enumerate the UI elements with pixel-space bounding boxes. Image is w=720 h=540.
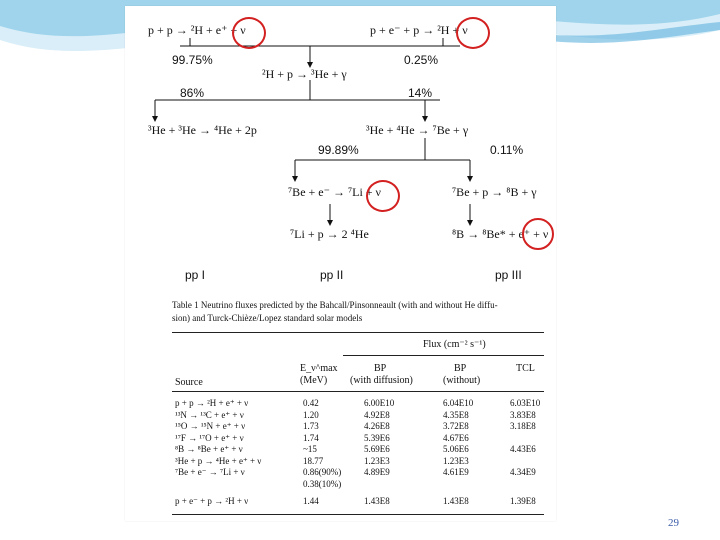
table-cell-bp2: 5.06E6 [443,444,469,454]
col-bp-without-sub: (without) [443,375,481,386]
table-cell-emax: 0.38(10%) [303,478,342,489]
neutrino-highlight-circle [522,218,554,250]
table-cell-bp1: 1.43E8 [364,496,390,506]
table-cell-emax: ~15 [303,444,317,454]
table-row [172,410,544,421]
table-cell-source: ³He + p → ⁴He + e⁺ + ν [175,455,262,466]
table-caption-line2: sion) and Turck-Chièze/Lopez standard solar models [172,313,363,323]
table-cell-emax: 1.74 [303,432,319,443]
branch-pct-9975: 99.75% [172,53,213,67]
branch-pct-025: 0.25% [404,53,439,67]
table-cell-bp1: 1.23E3 [364,455,390,466]
branch-pct-14: 14% [408,86,433,100]
neutrino-highlight-circle [456,17,490,49]
table-cell-bp1: 4.92E8 [364,409,390,420]
table-cell-bp2: 1.23E3 [443,455,469,466]
reaction-b8-decay: ⁸B → ⁸Be* + e⁺ + ν [452,227,549,241]
table-cell-bp2: 4.61E9 [443,467,469,477]
table-row [172,433,544,444]
table-cell-emax: 1.44 [303,496,319,506]
table-cell-bp1: 5.39E6 [364,432,390,443]
table-row [172,479,544,490]
table-cell-emax: 1.73 [303,421,319,431]
reaction-he3-he3: ³He + ³He → ⁴He + 2p [148,123,257,137]
table-rule-flux [343,355,544,356]
table-cell-source: ¹³N → ¹³C + e⁺ + ν [175,409,244,420]
col-emax: E_ν^max [300,363,338,374]
table-rule-bottom [172,514,544,515]
neutrino-highlight-circle [232,17,266,49]
table-cell-tcl: 3.83E8 [510,409,536,420]
table-cell-source: p + e⁻ + p → ²H + ν [175,496,249,506]
table-cell-source: p + p → ²H + e⁺ + ν [175,398,249,408]
label-ppII: pp II [320,268,344,282]
table-cell-emax: 0.86(90%) [303,467,342,477]
table-row [172,444,544,455]
table-cell-emax: 0.42 [303,398,319,408]
table-cell-bp1: 4.26E8 [364,421,390,431]
table-cell-tcl: 1.39E8 [510,496,536,506]
table-cell-bp2: 4.67E6 [443,432,469,443]
reaction-pep: p + e⁻ + p → ²H + ν [370,23,468,37]
table-rule-top [172,332,544,333]
table-cell-bp1: 4.89E9 [364,467,390,477]
table-cell-bp2: 4.35E8 [443,409,469,420]
table-cell-tcl: 6.03E10 [510,398,541,408]
table-caption-line1: Table 1 Neutrino fluxes predicted by the Bahcall/Pinsonneault (with and without He diffu- [172,300,498,310]
reaction-be7-p: ⁷Be + p → ⁸B + γ [452,185,537,199]
table-row [172,456,544,467]
col-tcl: TCL [516,363,535,374]
branch-pct-86: 86% [180,86,205,100]
reaction-be7-ecapture: ⁷Be + e⁻ → ⁷Li + ν [288,185,381,199]
table-cell-tcl: 4.43E6 [510,444,536,454]
table-cell-tcl: 3.18E8 [510,421,536,431]
reaction-deuteron-capture: ²H + p → ³He + γ [262,67,347,81]
branch-pct-011: 0.11% [490,143,524,157]
table-cell-source: ¹⁷F → ¹⁷O + e⁺ + ν [175,432,244,443]
table-cell-bp2: 6.04E10 [443,398,474,408]
table-cell-bp1: 6.00E10 [364,398,395,408]
table-cell-bp2: 3.72E8 [443,421,469,431]
label-ppIII: pp III [495,268,522,282]
table-cell-source: ¹⁵O → ¹⁵N + e⁺ + ν [175,421,246,431]
table-row [172,398,544,409]
table-row [172,496,544,507]
col-source: Source [175,377,203,388]
col-bp-diffusion-sub: (with diffusion) [350,375,413,386]
reaction-he3-he4: ³He + ⁴He → ⁷Be + γ [366,123,469,137]
table-cell-bp1: 5.69E6 [364,444,390,454]
flux-header: Flux (cm⁻² s⁻¹) [423,339,486,350]
col-bp-without: BP [454,363,467,374]
neutrino-highlight-circle [366,180,400,212]
branch-pct-9989: 99.89% [318,143,359,157]
col-bp-diffusion: BP [374,363,387,374]
col-emax-unit: (MeV) [300,375,328,386]
label-ppI: pp I [185,268,206,282]
table-cell-tcl: 4.34E9 [510,467,536,477]
table-cell-source: ⁸B → ⁸Be + e⁺ + ν [175,444,243,454]
slide-number: 29 [668,517,679,529]
table-row [172,421,544,432]
reaction-li7-p: ⁷Li + p → 2 ⁴He [290,227,369,241]
table-cell-bp2: 1.43E8 [443,496,469,506]
table-cell-source: ⁷Be + e⁻ → ⁷Li + ν [175,467,245,477]
table-rule-header [172,391,544,392]
table-row [172,467,544,478]
table-cell-emax: 1.20 [303,409,319,420]
reaction-pp: p + p → ²H + e⁺ + ν [148,23,246,37]
table-cell-emax: 18.77 [303,455,324,466]
